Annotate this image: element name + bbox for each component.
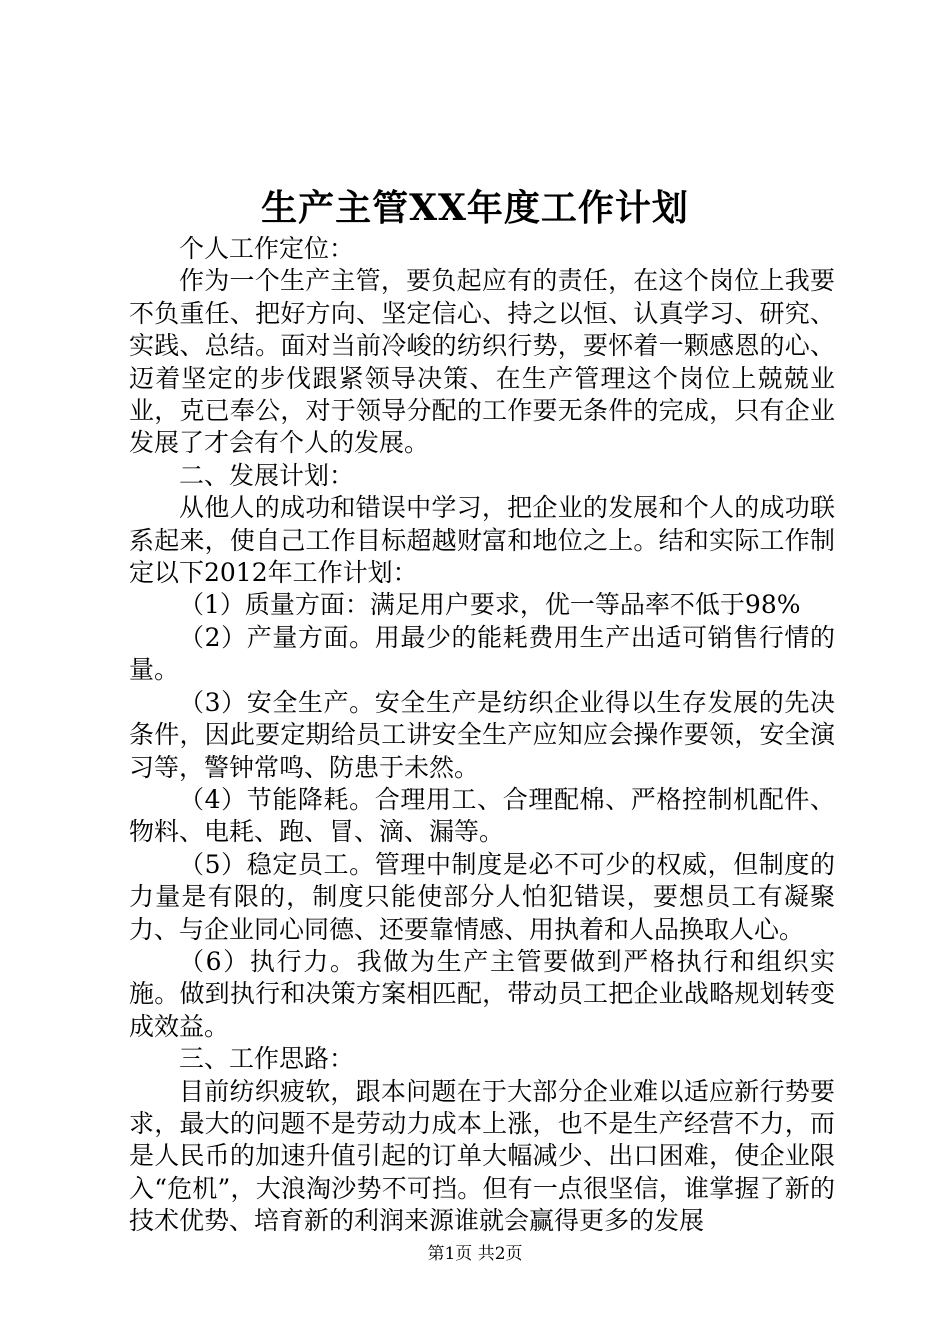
paragraph-list-item: （2）产量方面。用最少的能耗费用生产出适可销售行情的量。: [129, 622, 835, 685]
paragraph: 作为一个生产主管，要负起应有的责任，在这个岗位上我要不负重任、把好方向、坚定信心、持之以恒、认真学习、研究、实践、总结。面对当前冷峻的纺织行势，要怀着一颗感恩的心、迈着坚定的步伐跟紧领导决策、在生产管理这个岗位上兢兢业业，克已奉公，对于领导分配的工作要无条件的完成，只有企业发展了才会有个人的发展。: [129, 266, 835, 458]
paragraph-list-item: （5）稳定员工。管理中制度是必不可少的权威，但制度的力量是有限的，制度只能使部分人怕犯错误，要想员工有凝聚力、与企业同心同德、还要靠情感、用执着和人品换取人心。: [129, 849, 835, 944]
paragraph-section-heading: 三、工作思路：: [179, 1044, 355, 1074]
paragraph-section-heading: 个人工作定位：: [179, 234, 355, 263]
paragraph: 目前纺织疲软，跟本问题在于大部分企业难以适应新行势要求，最大的问题不是劳动力成本上涨，也不是生产经营不力，而是人民币的加速升值引起的订单大幅减少、出口困难，使企业限入“危机”，大浪淘沙势不可挡。但有一点很坚信，谁掌握了新的技术优势、培育新的利润来源谁就会赢得更多的发展: [129, 1076, 835, 1236]
paragraph-section-heading: 二、发展计划：: [179, 460, 355, 490]
document-title: 生产主管XX年度工作计划: [261, 187, 689, 229]
paragraph: 从他人的成功和错误中学习，把企业的发展和个人的成功联系起来，使自己工作目标超越财富和地位之上。结和实际工作制定以下2012年工作计划：: [129, 493, 835, 588]
paragraph-list-item: （3）安全生产。安全生产是纺织企业得以生存发展的先决条件，因此要定期给员工讲安全生产应知应会操作要领，安全演习等，警钟常鸣、防患于未然。: [129, 687, 835, 782]
page-footer: 第1页 共2页: [427, 1244, 523, 1264]
document-body: [129, 233, 835, 1238]
paragraph-list-item: （4）节能降耗。合理用工、合理配棉、严格控制机配件、物料、电耗、跑、冒、滴、漏等。: [129, 784, 835, 847]
paragraph-list-item: （1）质量方面：满足用户要求，优一等品率不低于98%: [179, 590, 801, 620]
paragraph-list-item: （6）执行力。我做为生产主管要做到严格执行和组织实施。做到执行和决策方案相匹配，带动员工把企业战略规划转变成效益。: [129, 946, 835, 1041]
